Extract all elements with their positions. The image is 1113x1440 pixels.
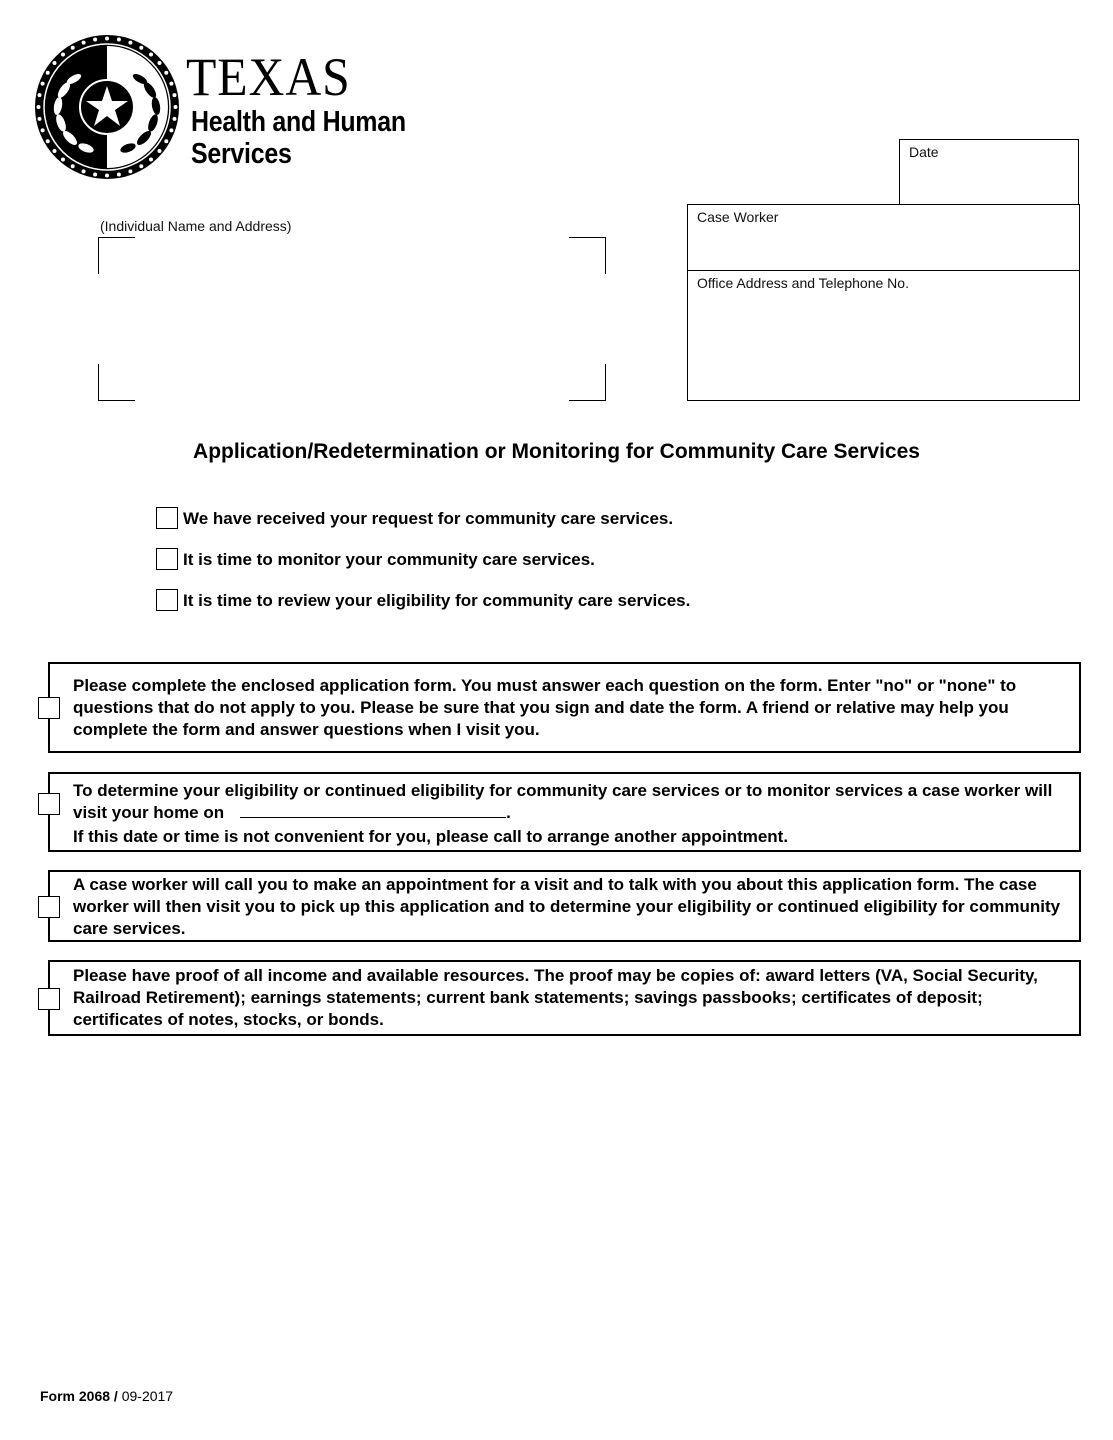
agency-name-line2: Health and Human <box>191 106 406 138</box>
address-corner-mark <box>98 237 135 274</box>
address-corner-mark <box>98 364 135 401</box>
instruction-text: A case worker will call you to make an appointment for a visit and to talk with you about this application form. The case worker will then visit you to pick up this application and to determine your eligibility or continued eligibility for community care services. <box>73 875 1061 938</box>
form-footer <box>40 1388 173 1404</box>
form-number: Form 2068 <box>40 1388 111 1404</box>
instruction-checkbox-call-appointment[interactable] <box>38 896 60 918</box>
instruction-box-complete-form <box>48 662 1081 753</box>
notice-checkbox-request-received[interactable] <box>156 507 178 529</box>
instruction-box-proof-income <box>48 960 1081 1036</box>
instruction-text-part: . <box>506 803 511 822</box>
instruction-checkbox-complete-form[interactable] <box>38 697 60 719</box>
instruction-box-call-appointment <box>48 870 1081 942</box>
case-worker-label: Case Worker <box>697 209 779 225</box>
date-label: Date <box>909 144 939 160</box>
agency-name-hhs <box>191 106 406 170</box>
case-worker-field[interactable] <box>687 204 1080 270</box>
texas-state-seal-icon <box>34 34 180 180</box>
office-address-label: Office Address and Telephone No. <box>697 275 909 291</box>
instruction-box-home-visit <box>48 772 1081 852</box>
agency-name-line3: Services <box>191 138 292 170</box>
footer-separator: / <box>110 1388 122 1404</box>
office-address-field[interactable] <box>687 270 1080 401</box>
agency-name-texas: TEXAS <box>186 47 351 107</box>
instruction-text <box>73 780 1067 848</box>
form-revision: 09-2017 <box>121 1388 174 1404</box>
visit-date-blank[interactable] <box>240 803 506 818</box>
address-corner-mark <box>569 364 606 401</box>
address-corner-mark <box>569 237 606 274</box>
individual-address-field[interactable] <box>98 237 606 401</box>
instruction-text: Please complete the enclosed application form. You must answer each question on the form. Enter "no" or "none" to questions that do not apply to you. Please be sure that you sign and date the form. A friend or relative may help you complete the form and answer questions when I visit you. <box>73 676 1017 739</box>
individual-address-label: (Individual Name and Address) <box>100 218 292 234</box>
notice-option-label: We have received your request for community care services. <box>183 509 674 528</box>
notice-option-label: It is time to review your eligibility for community care services. <box>183 591 691 610</box>
notice-checkbox-review-eligibility[interactable] <box>156 589 178 611</box>
date-field[interactable] <box>899 139 1079 204</box>
instruction-text: Please have proof of all income and available resources. The proof may be copies of: award letters (VA, Social Security, Railroad Retirement); earnings statements; current bank statements; savings passbooks; certificates of deposit; certificates of notes, stocks, or bonds. <box>73 966 1038 1029</box>
page-title: Application/Redetermination or Monitoring for Community Care Services <box>193 440 920 463</box>
notice-checkbox-monitor[interactable] <box>156 548 178 570</box>
instruction-checkbox-home-visit[interactable] <box>38 793 60 815</box>
notice-option-label: It is time to monitor your community care services. <box>183 550 595 569</box>
instruction-checkbox-proof-income[interactable] <box>38 988 60 1010</box>
instruction-text-part: To determine your eligibility or continued eligibility for community care services or to monitor services a case worker will visit your home on <box>73 781 1053 822</box>
instruction-text-line2: If this date or time is not convenient for you, please call to arrange another appointment. <box>73 827 789 846</box>
